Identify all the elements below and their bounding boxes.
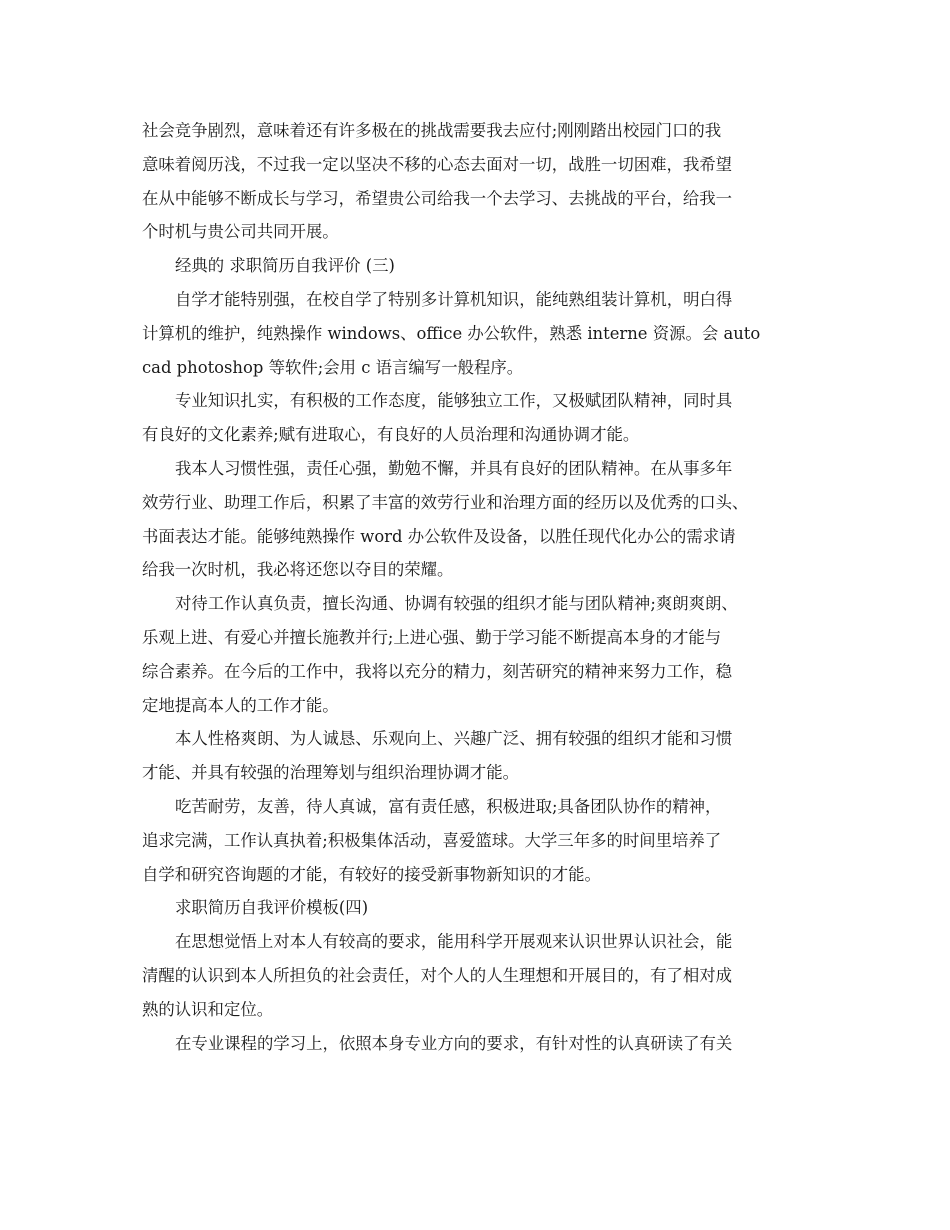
text-line: cad photoshop 等软件;会用 c 语言编写一般程序。 [142,357,524,377]
text-line: 我本人习惯性强，责任心强，勤勉不懈，并具有良好的团队精神。在从事多年 [175,458,733,478]
text-line: 吃苦耐劳，友善，待人真诚，富有责任感，积极进取;具备团队协作的精神， [175,796,722,816]
text-line: 在从中能够不断成长与学习，希望贵公司给我一个去学习、去挑战的平台，给我一 [142,188,733,208]
text-line: 熟的认识和定位。 [142,999,274,1019]
text-line: 自学和研究咨询题的才能，有较好的接受新事物新知识的才能。 [142,864,601,884]
text-line: 在专业课程的学习上，依照本身专业方向的要求，有针对性的认真研读了有关 [175,1033,733,1053]
text-line: 个时机与贵公司共同开展。 [142,222,339,242]
text-line: 给我一次时机，我必将还您以夺目的荣耀。 [142,560,454,580]
text-line: 在思想觉悟上对本人有较高的要求，能用科学开展观来认识世界认识社会，能 [175,932,733,952]
text-line: 定地提高本人的工作才能。 [142,695,339,715]
text-line: 计算机的维护，纯熟操作 windows、office 办公软件，熟悉 interne 资源。会 auto [142,323,761,343]
text-line: 书面表达才能。能够纯熟操作 word 办公软件及设备，以胜任现代化办公的需求请 [142,526,736,546]
text-line: 经典的 求职简历自我评价 (三) [175,256,395,276]
text-line: 意味着阅历浅，不过我一定以坚决不移的心态去面对一切，战胜一切困难，我希望 [142,154,733,174]
text-line: 综合素养。在今后的工作中，我将以充分的精力，刻苦研究的精神来努力工作，稳 [142,661,733,681]
text-line: 专业知识扎实，有积极的工作态度，能够独立工作，又极赋团队精神，同时具 [175,391,733,411]
text-line: 乐观上进、有爱心并擅长施教并行;上进心强、勤于学习能不断提高本身的才能与 [142,627,722,647]
text-line: 有良好的文化素养;赋有进取心，有良好的人员治理和沟通协调才能。 [142,425,640,445]
text-line: 自学才能特别强，在校自学了特别多计算机知识，能纯熟组装计算机，明白得 [175,289,733,309]
text-line: 效劳行业、助理工作后，积累了丰富的效劳行业和治理方面的经历以及优秀的口头、 [142,492,749,512]
text-line: 对待工作认真负责，擅长沟通、协调有较强的组织才能与团队精神;爽朗爽朗、 [175,594,738,614]
document-page [142,114,814,1060]
text-line: 清醒的认识到本人所担负的社会责任，对个人的人生理想和开展目的，有了相对成 [142,965,733,985]
text-line: 社会竞争剧烈，意味着还有许多极在的挑战需要我去应付;刚刚踏出校园门口的我 [142,121,722,140]
text-line: 求职简历自我评价模板(四) [175,898,369,918]
text-line: 才能、并具有较强的治理筹划与组织治理协调才能。 [142,763,519,783]
text-line: 追求完满，工作认真执着;积极集体活动，喜爱篮球。大学三年多的时间里培养了 [142,830,722,850]
text-line: 本人性格爽朗、为人诚恳、乐观向上、兴趣广泛、拥有较强的组织才能和习惯 [175,729,733,749]
